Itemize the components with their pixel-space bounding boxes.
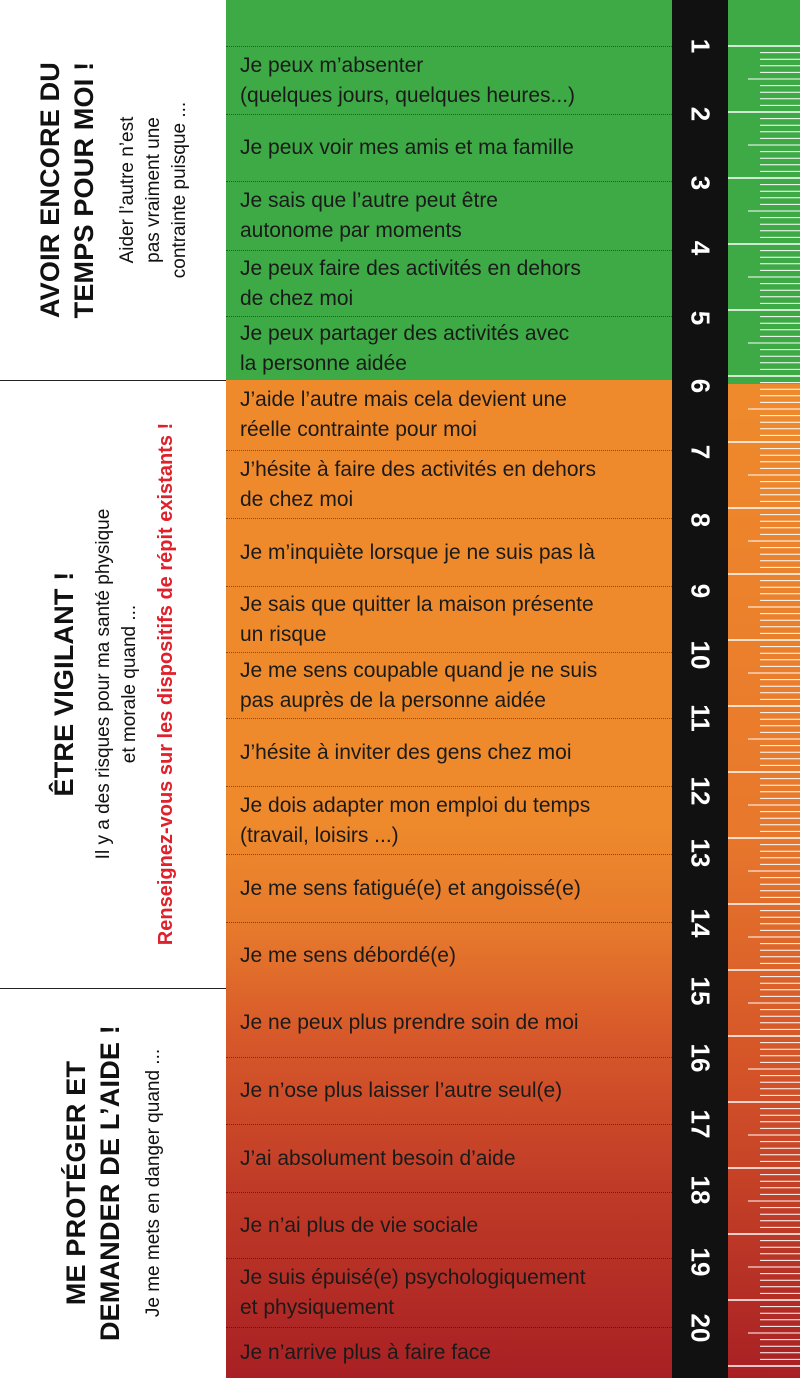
- ruler-number: 12: [685, 776, 716, 806]
- statement-text: [240, 51, 575, 111]
- statement-line: (quelques jours, quelques heures...): [240, 83, 576, 107]
- ruler-number: 20: [685, 1313, 716, 1343]
- statement-line: Je me sens fatigué(e) et angoissé(e): [240, 876, 581, 900]
- section-vigilant: [0, 380, 226, 988]
- statement-text: [240, 1144, 516, 1174]
- section-subtitle: Je me mets en danger quand ...: [143, 1048, 164, 1318]
- statement-line: J’ai absolument besoin d’aide: [240, 1146, 516, 1170]
- statement-line: Je suis épuisé(e) psychologiquement: [240, 1266, 586, 1289]
- statement-text: [240, 1338, 491, 1368]
- statements-panel: [226, 0, 672, 1378]
- ruler-number: 9: [685, 583, 716, 599]
- statement-text: [240, 319, 569, 379]
- statement-row: [226, 518, 672, 586]
- statement-text: [240, 656, 597, 716]
- statement-line: Je me sens coupable quand je ne suis: [240, 658, 598, 682]
- statement-row: [226, 922, 672, 988]
- ruler-number: 4: [685, 240, 716, 256]
- statement-line: Je n’arrive plus à faire face: [240, 1341, 491, 1364]
- ruler-number: 13: [685, 838, 716, 868]
- statement-text: [240, 1076, 562, 1106]
- statement-text: [240, 1008, 579, 1038]
- ruler-number: 5: [685, 310, 716, 326]
- ruler-number: 1: [685, 38, 716, 54]
- statement-line: Je peux voir mes amis et ma famille: [240, 136, 574, 159]
- statement-row: [226, 250, 672, 316]
- section-title: ÊTRE VIGILANT !: [49, 571, 79, 797]
- statement-text: [240, 738, 572, 768]
- section-title: TEMPS POUR MOI !: [69, 61, 99, 319]
- section-subtitle: contrainte puisque ...: [169, 101, 190, 279]
- statement-line: de chez moi: [240, 487, 354, 511]
- statement-line: et physiquement: [240, 1296, 395, 1319]
- statement-text: [240, 538, 595, 568]
- statement-line: pas auprès de la personne aidée: [240, 688, 546, 712]
- ruler-number: 15: [685, 976, 716, 1006]
- ruler-number: 2: [685, 106, 716, 122]
- statement-row: [226, 1192, 672, 1258]
- section-ask-help: [0, 988, 226, 1378]
- statement-row: [226, 380, 672, 450]
- statement-row: [226, 1327, 672, 1378]
- statement-line: autonome par moments: [240, 219, 462, 242]
- ruler-number: 8: [685, 512, 716, 528]
- section-subtitle: et morale quand ...: [119, 604, 140, 764]
- statement-row: [226, 718, 672, 786]
- statement-row: [226, 181, 672, 250]
- statement-line: réelle contrainte pour moi: [240, 418, 477, 441]
- statement-row: [226, 1124, 672, 1192]
- statement-line: Je sais que l’autre peut être: [240, 189, 498, 212]
- statement-text: [240, 133, 574, 163]
- ruler-number: 16: [685, 1043, 716, 1073]
- section-subtitle: pas vraiment une: [143, 117, 164, 263]
- statement-line: Je m’inquiète lorsque je ne suis pas là: [240, 540, 595, 564]
- statement-line: la personne aidée: [240, 351, 407, 375]
- statement-line: J’hésite à faire des activités en dehors: [240, 457, 597, 481]
- ruler-ticks: [728, 0, 800, 1378]
- statement-text: [240, 791, 590, 851]
- statement-text: [240, 874, 581, 904]
- statement-row: [226, 316, 672, 380]
- statement-row: [226, 652, 672, 718]
- section-title: AVOIR ENCORE DU: [35, 61, 65, 319]
- statement-text: [240, 941, 456, 971]
- ruler-number: 3: [685, 175, 716, 191]
- statement-line: Je dois adapter mon emploi du temps: [240, 793, 591, 817]
- section-free-time: [0, 0, 226, 380]
- ruler-number: 6: [685, 378, 716, 394]
- ruler-numbers: [672, 0, 728, 1378]
- statement-line: Je n’ose plus laisser l’autre seul(e): [240, 1079, 563, 1102]
- statement-line: Je me sens débordé(e): [240, 943, 456, 967]
- section-subtitle: Il y a des risques pour ma santé physique: [93, 508, 114, 860]
- statement-row: [226, 854, 672, 922]
- statement-text: [240, 186, 498, 246]
- statement-row: [226, 114, 672, 181]
- section-title: ME PROTÉGER ET: [61, 1060, 91, 1306]
- statement-line: Je peux faire des activités en dehors: [240, 256, 581, 280]
- statement-row: [226, 1057, 672, 1124]
- statement-row: [226, 1258, 672, 1327]
- statement-row: [226, 450, 672, 518]
- ruler-green-zone: [728, 0, 800, 384]
- section-subtitle: Aider l’autre n’est: [117, 116, 138, 264]
- ruler-scale: [728, 0, 800, 1378]
- statement-line: Je peux partager des activités avec: [240, 321, 570, 345]
- ruler-number: 18: [685, 1175, 716, 1205]
- respite-alert: Renseignez-vous sur les dispositifs de répit existants !: [155, 422, 177, 946]
- ruler-number: 10: [685, 640, 716, 670]
- statement-line: Je peux m’absenter: [240, 53, 424, 77]
- statement-line: Je ne peux plus prendre soin de moi: [240, 1010, 579, 1034]
- statement-line: Je sais que quitter la maison présente: [240, 592, 594, 616]
- statement-row: [226, 586, 672, 652]
- statement-line: J’hésite à inviter des gens chez moi: [240, 740, 572, 764]
- ruler-number: 7: [685, 444, 716, 460]
- ruler-number: 17: [685, 1109, 716, 1139]
- statement-line: (travail, loisirs ...): [240, 823, 399, 847]
- statement-line: Je n’ai plus de vie sociale: [240, 1213, 479, 1237]
- statement-text: [240, 1211, 478, 1241]
- statement-text: [240, 254, 581, 314]
- ruler-number: 19: [685, 1247, 716, 1277]
- statement-line: un risque: [240, 622, 327, 646]
- statement-line: J’aide l’autre mais cela devient une: [240, 388, 567, 411]
- statement-text: [240, 1263, 586, 1323]
- statement-row: [226, 988, 672, 1057]
- statement-line: de chez moi: [240, 286, 354, 310]
- section-title: DEMANDER DE L’AIDE !: [95, 1024, 125, 1342]
- section-sidebar: [0, 0, 226, 1378]
- ruler-orange-red-zone: [728, 384, 800, 1378]
- statement-text: [240, 455, 596, 515]
- statement-row: [226, 46, 672, 114]
- statement-row: [226, 786, 672, 854]
- statement-text: [240, 385, 567, 445]
- statement-text: [240, 590, 594, 650]
- ruler-number: 11: [685, 704, 716, 732]
- ruler-number: 14: [685, 908, 716, 938]
